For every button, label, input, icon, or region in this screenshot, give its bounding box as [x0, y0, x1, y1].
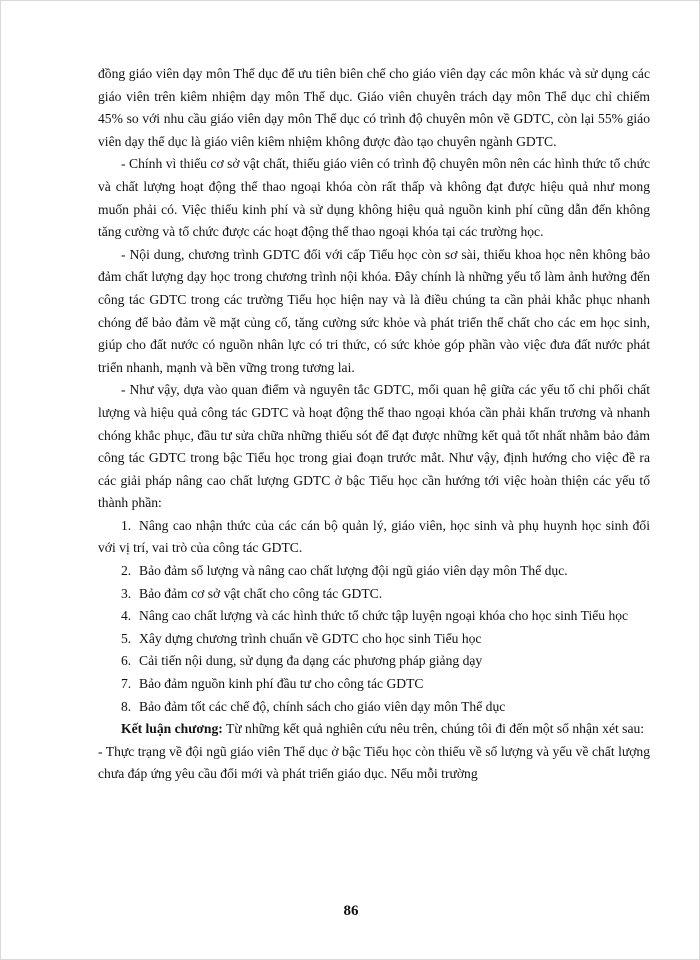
list-text: Bảo đảm tốt các chế độ, chính sách cho giáo viên dạy môn Thể dục: [139, 698, 506, 714]
list-number: 2.: [121, 563, 132, 579]
list-item-7: [98, 673, 650, 696]
list-number: 7.: [121, 676, 132, 692]
list-number: 8.: [121, 698, 132, 714]
list-item-1: [98, 515, 650, 560]
list-item-6: [98, 650, 650, 673]
paragraph-1: đồng giáo viên dạy môn Thể dục để ưu tiên biên chế cho giáo viên dạy các môn khác và sử dụng các giáo viên trên kiêm nhiệm dạy môn Thể dục. Giáo viên chuyên trách dạy môn Thể dục chỉ chiếm 45% so với nhu cầu giáo viên dạy môn Thể dục có trình độ chuyên môn về GDTC, còn lại 55% giáo viên dạy thể dục là giáo viên kiêm nhiệm không được đào tạo chuyên ngành GDTC.: [98, 66, 650, 149]
page-number: 86: [343, 903, 359, 919]
list-text: Cải tiến nội dung, sử dụng đa dạng các phương pháp giảng dạy: [139, 653, 483, 669]
list-number: 6.: [121, 653, 132, 669]
list-item-5: [98, 628, 650, 651]
paragraph-4: - Như vậy, dựa vào quan điểm và nguyên tắc GDTC, mối quan hệ giữa các yếu tố chi phối chất lượng và hiệu quả công tác GDTC và hoạt động thể thao ngoại khóa cần phải khẩn trương và nhanh chóng khắc phục, đầu tư sửa chữa những thiếu sót để đạt được những kết quả tốt nhất nhằm bảo đảm công tác GDTC trong bậc Tiểu học trong giai đoạn trước mắt. Như vậy, định hướng cho việc đề ra các giải pháp nâng cao chất lượng GDTC ở bậc Tiểu học cần hướng tới việc hoàn thiện các yếu tố thành phần:: [98, 382, 650, 511]
paragraph-2: - Chính vì thiếu cơ sở vật chất, thiếu giáo viên có trình độ chuyên môn nên các hình thức tổ chức và chất lượng hoạt động thể thao ngoại khóa còn rất thấp và không đạt được hiệu quả như mong muốn phải có. Việc thiếu kinh phí và sử dụng không hiệu quả nguồn kinh phí cũng dẫn đến không tăng cường và tổ chức được các hoạt động thể thao ngoại khóa tại các trường học.: [98, 156, 650, 240]
final-paragraph: - Thực trạng về đội ngũ giáo viên Thể dục ở bậc Tiểu học còn thiếu về số lượng và yếu về chất lượng chưa đáp ứng yêu cầu đổi mới và phát triển giáo dục. Nếu mỗi trường: [98, 743, 650, 782]
list-text: Bảo đảm nguồn kinh phí đầu tư cho công tác GDTC: [139, 676, 424, 692]
conclusion-label: Kết luận chương:: [121, 721, 223, 737]
list-item-2: [98, 560, 650, 583]
list-item-4: [98, 605, 650, 628]
list-text: Nâng cao nhận thức của các cán bộ quản lý, giáo viên, học sinh và phụ huynh học sinh đối với vị trí, vai trò của công tác GDTC.: [98, 517, 650, 556]
conclusion-paragraph: [98, 718, 650, 741]
list-number: 3.: [121, 585, 132, 601]
list-item-8: [98, 696, 650, 719]
list-number: 1.: [121, 517, 132, 533]
list-text: Bảo đảm cơ sở vật chất cho công tác GDTC.: [139, 585, 383, 601]
conclusion-text: Từ những kết quả nghiên cứu nêu trên, chúng tôi đi đến một số nhận xét sau:: [222, 721, 645, 737]
list-number: 5.: [121, 630, 132, 646]
list-text: Xây dựng chương trình chuẩn về GDTC cho học sinh Tiểu học: [139, 630, 482, 646]
page-body: [98, 63, 650, 786]
list-number: 4.: [121, 608, 132, 624]
list-text: Bảo đảm số lượng và nâng cao chất lượng đội ngũ giáo viên dạy môn Thể dục.: [139, 563, 568, 579]
list-text: Nâng cao chất lượng và các hình thức tổ chức tập luyện ngoại khóa cho học sinh Tiểu học: [139, 608, 629, 624]
paragraph-3: - Nội dung, chương trình GDTC đối với cấp Tiểu học còn sơ sài, thiếu khoa học nên không bảo đảm chất lượng dạy học trong chương trình nội khóa. Đây chính là những yếu tố làm ảnh hưởng đến công tác GDTC trong các trường Tiểu học hiện nay và là điều chúng ta cần phải khắc phục nhanh chóng để bảo đảm về mặt củng cố, tăng cường sức khỏe và phát triển thể chất cho các em học sinh, giúp cho đất nước có nguồn nhân lực có tri thức, có sức khỏe góp phần vào việc đưa đất nước phát triển nhanh, mạnh và bền vững trong tương lai.: [98, 246, 650, 375]
list-item-3: [98, 583, 650, 606]
